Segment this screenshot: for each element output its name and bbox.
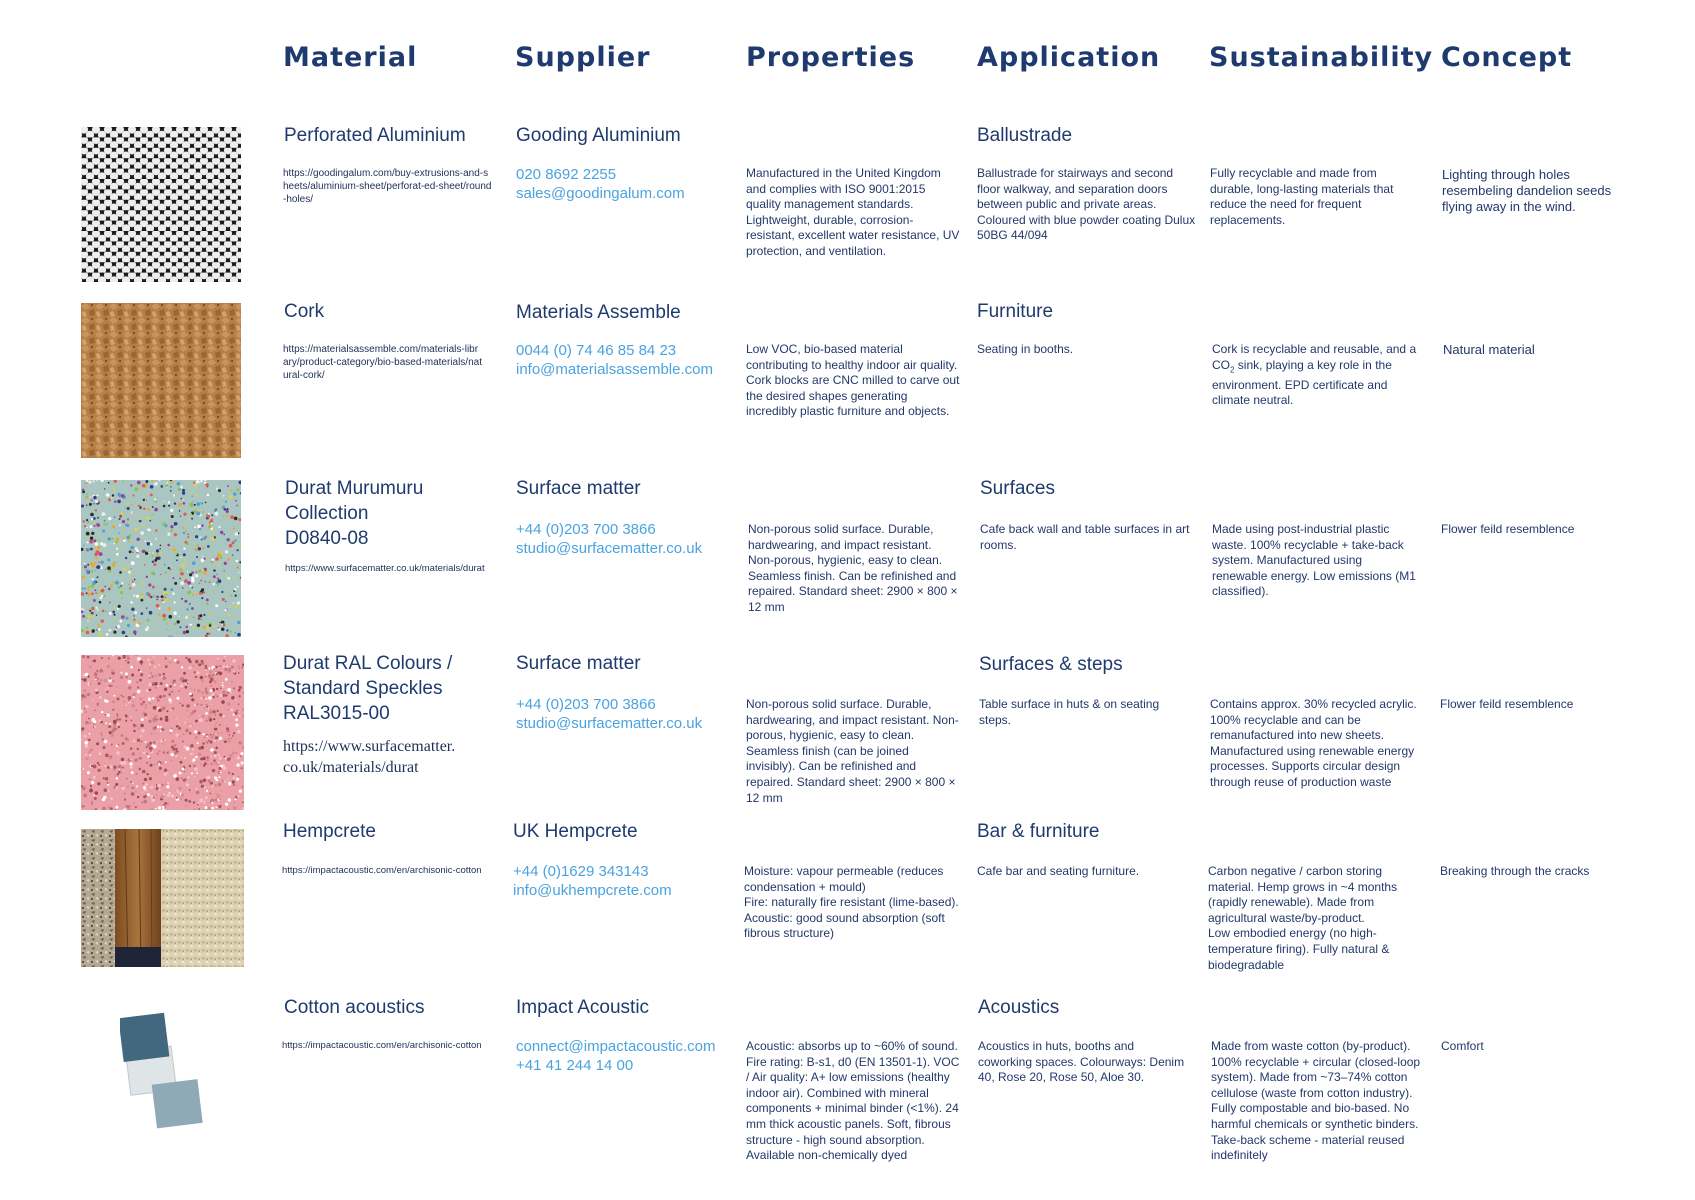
material-url[interactable]: https://impactacoustic.com/en/archisonic-cotton: [282, 865, 482, 876]
material-url[interactable]: https://www.surfacematter.co.uk/materials/durat: [285, 563, 485, 574]
concept-text: Breaking through the cracks: [1440, 864, 1590, 878]
header-supplier: Supplier: [515, 42, 651, 73]
sustainability-text-b: sink, playing a key role in the environment. EPD certificate and climate neutral.: [1212, 357, 1392, 408]
material-url[interactable]: [283, 736, 503, 778]
material-name-line: Durat RAL Colours /: [283, 653, 453, 674]
supplier-email[interactable]: info@materialsassemble.com: [516, 361, 713, 378]
properties-text: Moisture: vapour permeable (reduces condensation + mould) Fire: naturally fire resistant (lime-based). Acoustic: good sound absorption (soft fibrous structure): [744, 864, 959, 941]
supplier-phone[interactable]: +44 (0)203 700 3866: [516, 696, 656, 713]
material-name-line: Durat Murumuru: [285, 478, 424, 499]
application-text: Cafe bar and seating furniture.: [977, 864, 1140, 878]
properties-text: Low VOC, bio-based material contributing to healthy indoor air quality. Cork blocks are CNC milled to carve out the desired shapes generating incredibly plastic furniture and objects.: [746, 342, 960, 419]
material-name: Hempcrete: [283, 821, 376, 842]
application-title: Acoustics: [978, 997, 1060, 1018]
supplier-name: Impact Acoustic: [516, 997, 650, 1018]
sustainability-text: Contains approx. 30% recycled acrylic. 100% recyclable and can be remanufactured into new sheets. Manufactured using renewable energy processes. Supports circular design through reuse of production waste: [1210, 697, 1417, 789]
cork-swatch: [81, 303, 241, 458]
material-url-line[interactable]: co.uk/materials/durat: [283, 759, 419, 776]
application-title: Surfaces: [980, 478, 1055, 499]
properties-text: Non-porous solid surface. Durable, hardwearing, and impact resistant. Non-porous, hygienic, easy to clean. Seamless finish. Can be refinished and repaired. Standard sheet: 2900 × 800 × 12 mm: [748, 522, 958, 614]
sustainability-text: Made using post-industrial plastic waste. 100% recyclable + take-back system. Manufactured using renewable energy. Low emissions (M1 classified).: [1212, 522, 1416, 599]
header-material: Material: [283, 42, 418, 73]
header-properties: Properties: [746, 42, 916, 73]
co2-subscript: 2: [1230, 364, 1235, 374]
material-name: Cork: [284, 301, 325, 322]
supplier-name: UK Hempcrete: [513, 821, 638, 842]
material-url-line[interactable]: https://www.surfacematter.: [283, 738, 456, 755]
material-name-line: Collection: [285, 503, 369, 524]
application-text: Seating in booths.: [977, 342, 1074, 356]
supplier-name: Gooding Aluminium: [516, 125, 681, 146]
material-url[interactable]: https://impactacoustic.com/en/archisonic-cotton: [282, 1040, 482, 1051]
header-sustainability: Sustainability: [1209, 42, 1434, 73]
header-application: Application: [977, 42, 1161, 73]
supplier-name: Materials Assemble: [516, 302, 681, 323]
supplier-email[interactable]: connect@impactacoustic.com: [516, 1038, 716, 1055]
application-text: Ballustrade for stairways and second floor walkway, and separation doors between public and private areas. Coloured with blue powder coating Dulux 50BG 44/094: [977, 166, 1196, 243]
properties-text: Manufactured in the United Kingdom and complies with ISO 9001:2015 quality management standards. Lightweight, durable, corrosion-resistant, excellent water resistance, UV protection, and ventilation.: [746, 166, 960, 258]
application-title: Furniture: [977, 301, 1054, 322]
header-concept: Concept: [1441, 42, 1573, 73]
sustainability-text: [1212, 342, 1427, 409]
concept-text: Flower feild resemblence: [1441, 522, 1575, 536]
supplier-phone[interactable]: +44 (0)1629 343143: [513, 863, 649, 880]
material-url[interactable]: https://goodingalum.com/buy-extrusions-and-sheets/aluminium-sheet/perforat-ed-sheet/round-holes/: [283, 168, 492, 205]
concept-text: Lighting through holes resembeling dandelion seeds flying away in the wind.: [1442, 167, 1612, 214]
properties-text: Non-porous solid surface. Durable, hardwearing, and impact resistant. Non-porous, hygienic, easy to clean. Seamless finish (can be joined invisibly). Can be refinished and repaired. Standard sheet: 2900 × 800 × 12 mm: [746, 697, 959, 805]
sustainability-text: Made from waste cotton (by-product). 100% recyclable + circular (closed-loop system). Made from ~73–74% cotton cellulose (waste from cotton industry). Fully compostable and bio-based. No harmful chemicals or synthetic binders. Take-back scheme - material reused indefinitely: [1211, 1039, 1421, 1163]
application-title: Ballustrade: [977, 125, 1073, 146]
application-title: Surfaces & steps: [979, 654, 1123, 675]
application-text: Cafe back wall and table surfaces in art rooms.: [980, 522, 1190, 552]
material-name-line: RAL3015-00: [283, 703, 390, 724]
durat-ral-swatch: [81, 655, 244, 810]
properties-text: Acoustic: absorbs up to ~60% of sound. Fire rating: B-s1, d0 (EN 13501-1). VOC / Air quality: A+ low emissions (healthy indoor air). Combined with mineral components + minimal binder (<1%). 24 mm thick acoustic panels. Soft, fibrous structure - high sound absorption. Available non-chemically dyed: [746, 1039, 960, 1163]
application-text: Table surface in huts & on seating steps.: [979, 697, 1160, 727]
supplier-email[interactable]: info@ukhempcrete.com: [513, 882, 672, 899]
supplier-phone[interactable]: 020 8692 2255: [516, 166, 617, 183]
supplier-email[interactable]: studio@surfacematter.co.uk: [516, 540, 703, 557]
durat-murumuru-swatch: [81, 480, 241, 637]
material-name: Perforated Aluminium: [284, 125, 466, 146]
supplier-phone[interactable]: 0044 (0) 74 46 85 84 23: [516, 342, 677, 359]
supplier-name: Surface matter: [516, 653, 641, 674]
supplier-email[interactable]: studio@surfacematter.co.uk: [516, 715, 703, 732]
material-name-line: Standard Speckles: [283, 678, 443, 699]
hempcrete-swatch: [81, 829, 244, 967]
concept-text: Natural material: [1443, 342, 1535, 357]
perforated-aluminium-swatch: [81, 127, 241, 282]
supplier-phone[interactable]: +41 41 244 14 00: [516, 1057, 634, 1074]
material-name: [285, 476, 505, 551]
material-url[interactable]: https://materialsassemble.com/materials-library/product-category/bio-based-materials/natural-cork/: [283, 344, 482, 381]
material-name: Cotton acoustics: [284, 997, 425, 1018]
sustainability-text-a: Cork is recyclable and reusable, and a CO: [1212, 342, 1417, 372]
supplier-phone[interactable]: +44 (0)203 700 3866: [516, 521, 656, 538]
sustainability-text: Carbon negative / carbon storing material. Hemp grows in ~4 months (rapidly renewable). Made from agricultural waste/by-product. Low embodied energy (no high-temperature firing). Fully natural & biodegradable: [1208, 864, 1398, 972]
application-text: Acoustics in huts, booths and coworking spaces. Colourways: Denim 40, Rose 20, Rose 50, Aloe 30.: [978, 1039, 1185, 1085]
application-title: Bar & furniture: [977, 821, 1100, 842]
sustainability-text: Fully recyclable and made from durable, long-lasting materials that reduce the need for frequent replacements.: [1210, 166, 1394, 227]
concept-text: Comfort: [1441, 1039, 1484, 1053]
cotton-acoustics-swatch: [120, 1005, 210, 1135]
concept-text: Flower feild resemblence: [1440, 697, 1574, 711]
supplier-email[interactable]: sales@goodingalum.com: [516, 185, 685, 202]
material-name: [283, 651, 503, 726]
supplier-name: Surface matter: [516, 478, 641, 499]
material-name-line: D0840-08: [285, 528, 369, 549]
